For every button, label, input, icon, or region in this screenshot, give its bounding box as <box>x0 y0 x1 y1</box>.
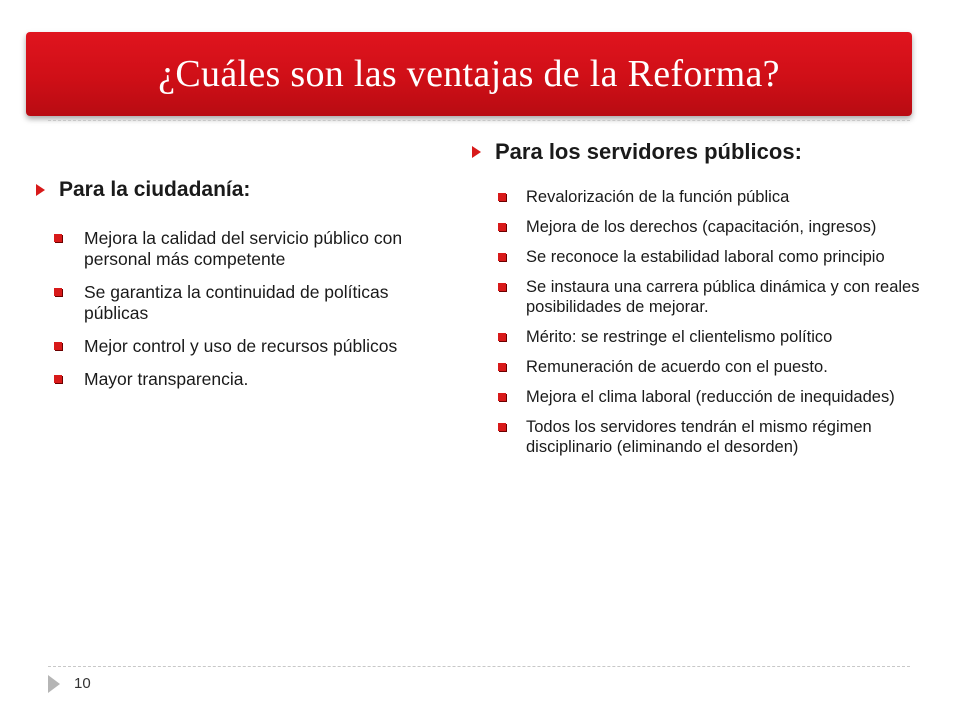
arrow-bullet-icon <box>36 184 45 196</box>
list-item <box>498 417 942 457</box>
square-bullet-icon <box>498 423 506 431</box>
bottom-divider <box>48 666 910 667</box>
title-banner <box>26 32 912 116</box>
list-item-text: Mejora la calidad del servicio público con personal más competente <box>84 228 403 269</box>
page-number: 10 <box>74 675 91 692</box>
servants-list <box>498 187 942 457</box>
list-item <box>498 277 942 317</box>
square-bullet-icon <box>498 253 506 261</box>
top-divider <box>48 120 910 121</box>
list-item <box>498 247 942 267</box>
list-item <box>498 357 942 377</box>
square-bullet-icon <box>54 234 62 242</box>
list-item-text: Mérito: se restringe el clientelismo político <box>526 328 833 346</box>
list-item-text: Remuneración de acuerdo con el puesto. <box>526 358 828 376</box>
square-bullet-icon <box>54 342 62 350</box>
square-bullet-icon <box>54 375 62 383</box>
square-bullet-icon <box>498 193 506 201</box>
square-bullet-icon <box>498 333 506 341</box>
slide-title: ¿Cuáles son las ventajas de la Reforma? <box>158 53 780 95</box>
square-bullet-icon <box>54 288 62 296</box>
list-item-text: Revalorización de la función pública <box>526 188 790 206</box>
footer-triangle-icon <box>48 675 60 693</box>
list-item <box>498 327 942 347</box>
list-item-text: Se reconoce la estabilidad laboral como principio <box>526 248 885 266</box>
list-item <box>498 217 942 237</box>
servants-heading-text: Para los servidores públicos: <box>495 139 802 164</box>
list-item-text: Mejora el clima laboral (reducción de inequidades) <box>526 388 895 406</box>
list-item-text: Mejora de los derechos (capacitación, ingresos) <box>526 218 877 236</box>
list-item <box>54 282 426 324</box>
citizens-heading-text: Para la ciudadanía: <box>59 178 251 201</box>
list-item <box>54 336 426 357</box>
servants-column <box>472 139 942 467</box>
square-bullet-icon <box>498 223 506 231</box>
list-item <box>54 369 426 390</box>
square-bullet-icon <box>498 363 506 371</box>
list-item-text: Mejor control y uso de recursos públicos <box>84 336 398 356</box>
square-bullet-icon <box>498 393 506 401</box>
citizens-column <box>36 178 426 402</box>
list-item <box>498 387 942 407</box>
list-item-text: Se instaura una carrera pública dinámica y con reales posibilidades de mejorar. <box>526 278 920 316</box>
citizens-heading <box>36 178 426 202</box>
list-item <box>498 187 942 207</box>
servants-heading <box>472 139 942 165</box>
square-bullet-icon <box>498 283 506 291</box>
list-item-text: Se garantiza la continuidad de políticas públicas <box>84 282 389 323</box>
arrow-bullet-icon <box>472 146 481 158</box>
list-item-text: Todos los servidores tendrán el mismo régimen disciplinario (eliminando el desorden) <box>526 418 872 456</box>
list-item-text: Mayor transparencia. <box>84 369 249 389</box>
citizens-list <box>54 228 426 390</box>
list-item <box>54 228 426 270</box>
